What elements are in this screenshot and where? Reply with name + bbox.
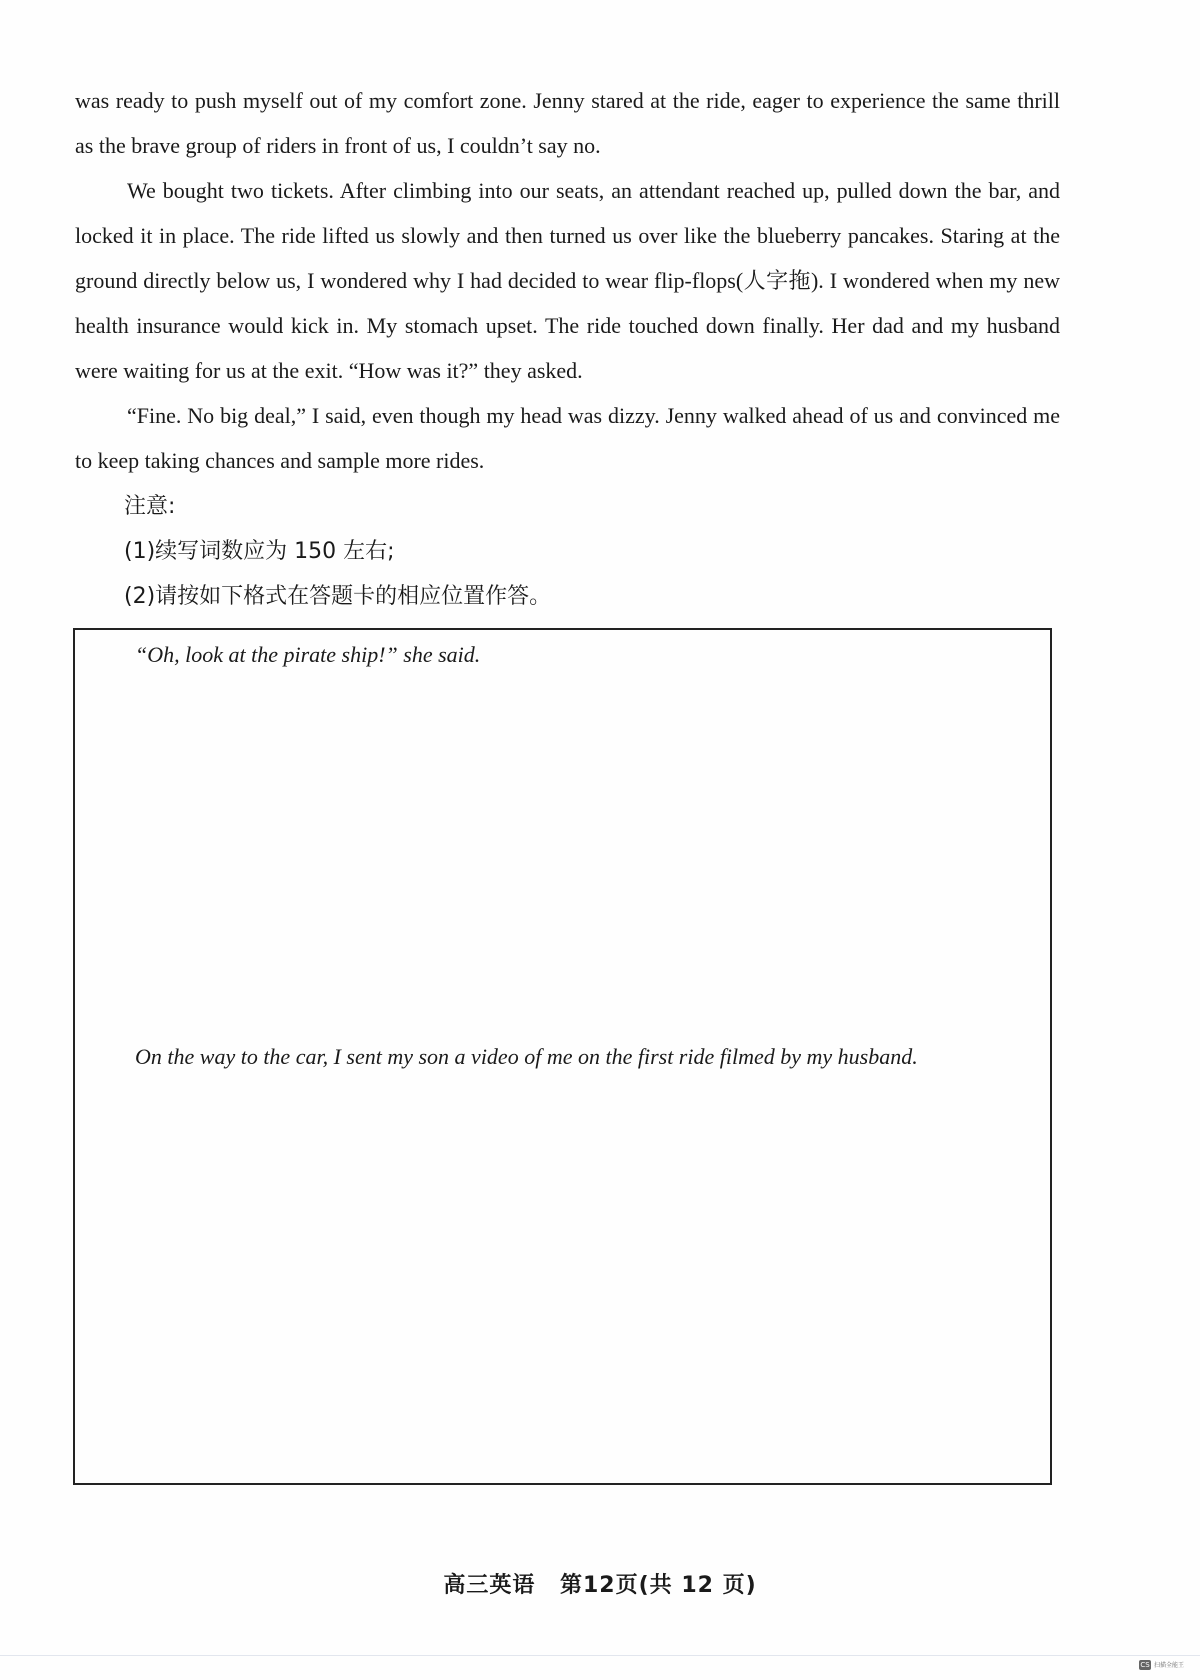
notes-item-format: (2)请按如下格式在答题卡的相应位置作答。 bbox=[124, 584, 552, 609]
notes-item-word-count: (1)续写词数应为 150 左右; bbox=[124, 539, 395, 564]
paragraph-starter-1: “Oh, look at the pirate ship!” she said. bbox=[135, 642, 481, 667]
passage-paragraph-2: We bought two tickets. After climbing into our seats, an attendant reached up, pulled down the bar, and locked it in place. The ride lifted us slowly and then turned us over like the blueberry pancakes. Staring at the ground directly below us, I wondered why I had decided to wear flip-flops(人字拖). I wondered when my new health insurance would kick in. My stomach upset. The ride touched down finally. Her dad and my husband were waiting for us at the exit. “How was it?” they asked. bbox=[75, 178, 1060, 383]
answer-box bbox=[73, 628, 1052, 1485]
notes-title: 注意: bbox=[124, 494, 176, 519]
footer-subject: 高三英语 bbox=[443, 1573, 536, 1598]
passage-paragraph-1: was ready to push myself out of my comfort zone. Jenny stared at the ride, eager to experience the same thrill as the brave group of riders in front of us, I couldn’t say no. bbox=[75, 88, 1060, 158]
reading-passage bbox=[75, 78, 1060, 483]
scan-edge-line bbox=[0, 1655, 1200, 1656]
scanner-logo-icon: CS bbox=[1140, 1661, 1150, 1669]
scanner-watermark bbox=[1139, 1660, 1184, 1670]
scanner-logo-text: 扫描全能王 bbox=[1153, 1661, 1184, 1669]
footer-page-number: 第12页(共 12 页) bbox=[560, 1573, 757, 1598]
page-footer bbox=[0, 1568, 1200, 1599]
paragraph-starter-2: On the way to the car, I sent my son a video of me on the first ride filmed by my husband. bbox=[135, 1044, 918, 1069]
writing-instructions bbox=[124, 484, 551, 619]
passage-paragraph-3: “Fine. No big deal,” I said, even though my head was dizzy. Jenny walked ahead of us and convinced me to keep taking chances and sample more rides. bbox=[75, 403, 1060, 473]
